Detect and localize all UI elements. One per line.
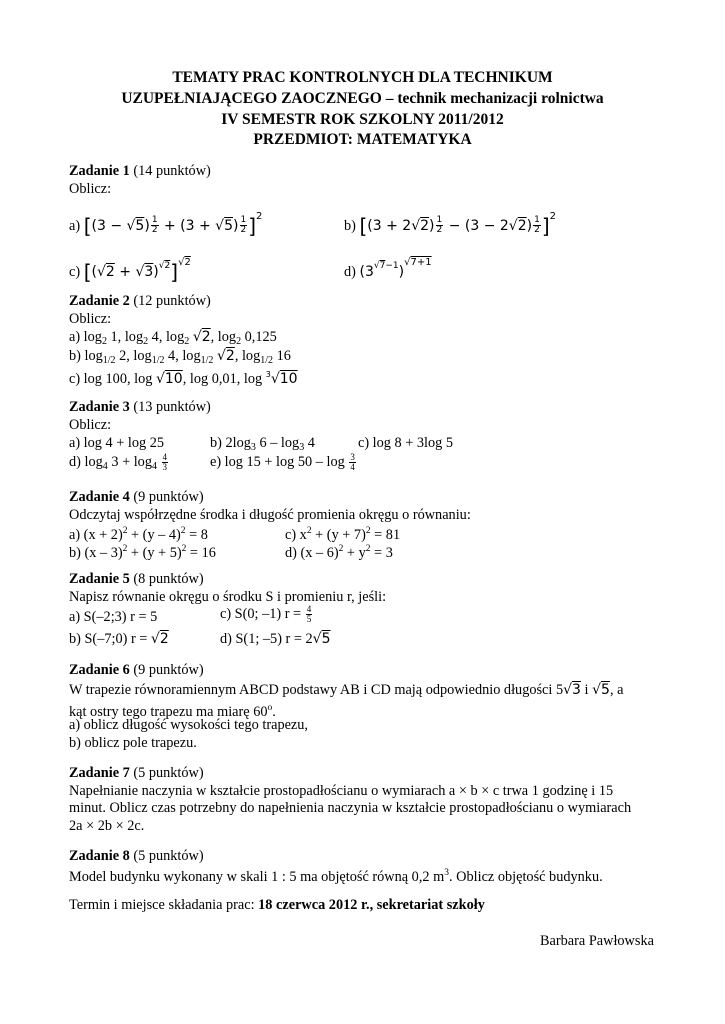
task-7-points: (5 punktów) bbox=[133, 765, 204, 781]
task-2-heading bbox=[69, 292, 211, 310]
task-1-b: b) [(3 + 2√2) $\frac{1}{2}$ − (3 − 2√2) $\frac{1}{2}$ ]$^2$ bbox=[344, 211, 557, 238]
task-1-points: (14 punktów) bbox=[133, 163, 211, 179]
task-6-a: a) oblicz długość wysokości tego trapezu, bbox=[69, 717, 309, 733]
task-6-points: (9 punktów) bbox=[133, 662, 204, 678]
task-7-line-1: Napełnianie naczynia w kształcie prostopadłościanu o wymiarach a × b × c trwa 1 godzinę i 15 bbox=[69, 783, 614, 799]
task-6-title: Zadanie 6 bbox=[69, 662, 130, 678]
header-line-2: UZUPEŁNIAJĄCEGO ZAOCZNEGO – technik mechanizacji rolnictwa bbox=[121, 90, 604, 107]
task-8-points: (5 punktów) bbox=[133, 848, 204, 864]
task-5-b: b) S(–7;0) r = √2 bbox=[69, 631, 169, 647]
task-4-b: b) $(x - 3)^2 + (y + 5)^2 = 16$ bbox=[69, 544, 216, 561]
task-5-heading bbox=[69, 570, 204, 588]
task-3-heading bbox=[69, 398, 211, 416]
task-2-points: (12 punktów) bbox=[133, 293, 211, 309]
header-line-4: PRZEDMIOT: MATEMATYKA bbox=[253, 131, 472, 148]
task-1-heading bbox=[69, 162, 211, 180]
task-4-heading bbox=[69, 488, 204, 506]
task-7-heading bbox=[69, 764, 204, 782]
task-1-d: d) $(3^{√7-1})^{√7+1}$ bbox=[344, 257, 432, 280]
task-7-line-3: 2a × 2b × 2c. bbox=[69, 818, 145, 834]
task-1-intro: Oblicz: bbox=[69, 181, 112, 197]
task-2-c: c) log 100, log √10, log 0,01, log $^3$√10 bbox=[69, 370, 298, 387]
task-4-intro: Odczytaj współrzędne środka i długość promienia okręgu o równaniu: bbox=[69, 507, 471, 523]
task-3-d: d) $\log_4 3 + \log_4$ $\frac{4}{3}$ bbox=[69, 452, 168, 473]
task-1-title: Zadanie 1 bbox=[69, 163, 130, 179]
task-4-d: d) $(x - 6)^2 + y^2 = 3$ bbox=[285, 544, 393, 561]
task-5-d: d) S(1; –5) r = 2√5 bbox=[220, 631, 331, 647]
task-4-a: a) $(x + 2)^2 + (y - 4)^2 = 8$ bbox=[69, 526, 208, 543]
task-7-title: Zadanie 7 bbox=[69, 765, 130, 781]
task-4-points: (9 punktów) bbox=[133, 489, 204, 505]
task-3-a: a) log 4 + log 25 bbox=[69, 435, 165, 451]
task-5-points: (8 punktów) bbox=[133, 571, 204, 587]
deadline-prefix: Termin i miejsce składania prac: bbox=[69, 897, 259, 913]
task-3-e: e) log 15 + log 50 – log $\frac{3}{4}$ bbox=[210, 452, 355, 473]
task-4-title: Zadanie 4 bbox=[69, 489, 130, 505]
task-2-intro: Oblicz: bbox=[69, 311, 112, 327]
task-5-a: a) S(–2;3) r = 5 bbox=[69, 609, 158, 625]
task-6-line-2: kąt ostry tego trapezu ma miarę 60$^o$. bbox=[69, 703, 276, 720]
header-line-1: TEMATY PRAC KONTROLNYCH DLA TECHNIKUM bbox=[172, 69, 553, 86]
task-1-a: a) [(3 − √5) $\frac{1}{2}$ + (3 + √5) $\frac{1}{2}$ ]$^2$ bbox=[69, 211, 263, 238]
task-3-c: c) log 8 + 3log 5 bbox=[358, 435, 454, 451]
task-6-b: b) oblicz pole trapezu. bbox=[69, 735, 197, 751]
task-5-title: Zadanie 5 bbox=[69, 571, 130, 587]
task-5-intro: Napisz równanie okręgu o środku S i promieniu r, jeśli: bbox=[69, 589, 387, 605]
author-signature: Barbara Pawłowska bbox=[540, 933, 654, 949]
task-2-a: a) $\log_2 1$, $\log_2 4$, $\log_2 √2$, $\log_2 0,125$ bbox=[69, 329, 277, 347]
task-5-c: c) S(0; –1) r = $\frac{4}{5}$ bbox=[220, 604, 312, 625]
task-2-b: b) $\log_{1/2} 2$, $\log_{1/2} 4$, $\log_{1/2} √2$, $\log_{1/2} 16$ bbox=[69, 348, 291, 366]
task-6-heading bbox=[69, 661, 204, 679]
task-7-line-2: minut. Oblicz czas potrzebny do napełnienia naczynia w kształcie prostopadłościanu o wymiarach bbox=[69, 800, 632, 816]
task-1-c: c) $[(√2 + √3)^{√2}]^{√2}$ bbox=[69, 257, 191, 284]
task-4-c: c) $x^2 + (y + 7)^2 = 81$ bbox=[285, 526, 401, 543]
task-8-heading bbox=[69, 847, 204, 865]
task-3-b: b) $2\log_3$ $6 - \log_3 4$ bbox=[210, 435, 315, 453]
deadline-line bbox=[69, 896, 485, 914]
header-line-3: IV SEMESTR ROK SZKOLNY 2011/2012 bbox=[221, 111, 504, 128]
deadline-value: 18 czerwca 2012 r., sekretariat szkoły bbox=[258, 897, 485, 913]
task-6-line-1: W trapezie równoramiennym ABCD podstawy AB i CD mają odpowiednio długości 5√3 i √5, a bbox=[69, 682, 624, 698]
task-2-title: Zadanie 2 bbox=[69, 293, 130, 309]
task-8-title: Zadanie 8 bbox=[69, 848, 130, 864]
task-3-intro: Oblicz: bbox=[69, 417, 112, 433]
task-3-points: (13 punktów) bbox=[133, 399, 211, 415]
task-3-title: Zadanie 3 bbox=[69, 399, 130, 415]
task-8-line-1: Model budynku wykonany w skali 1 : 5 ma objętość równą 0,2 $m^3$. Oblicz objętość budynku. bbox=[69, 868, 603, 885]
